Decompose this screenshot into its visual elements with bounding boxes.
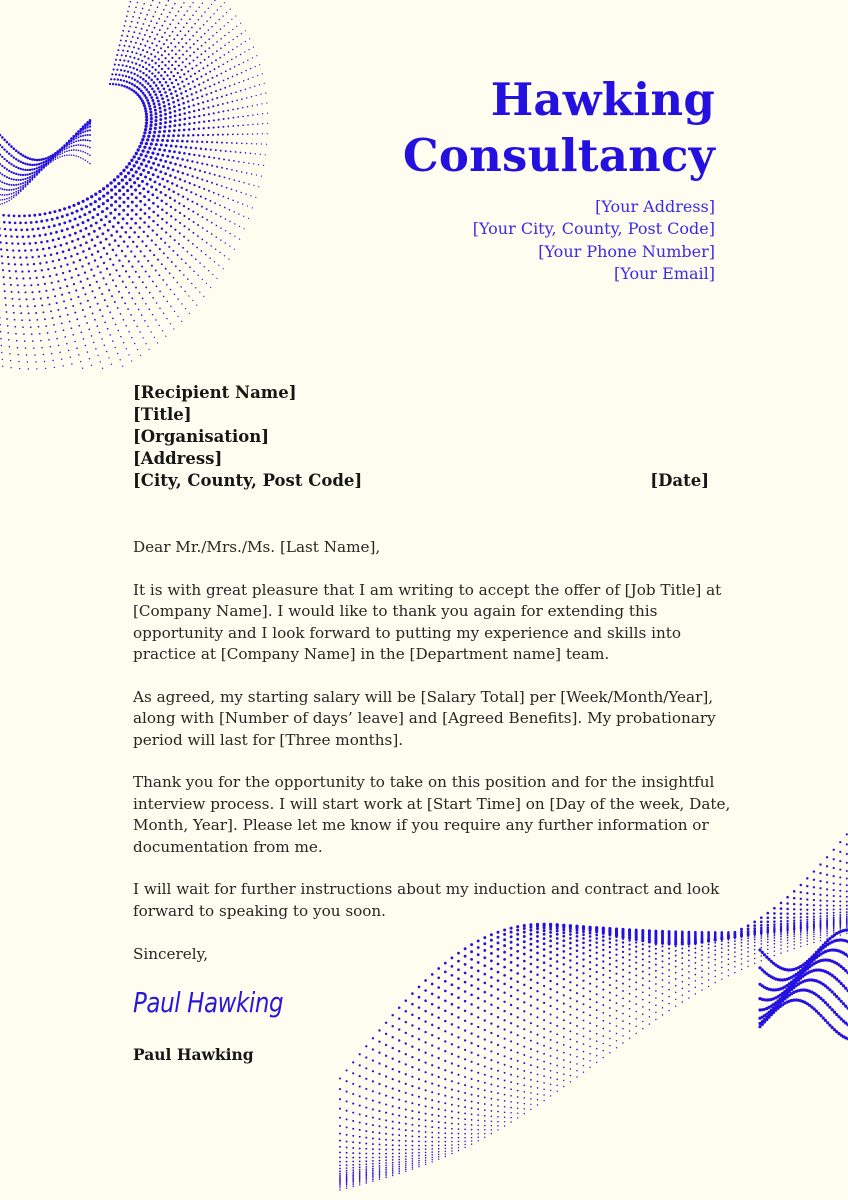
recipient-name: [Recipient Name] — [133, 383, 297, 402]
sender-address: [Your Address] — [595, 197, 715, 216]
body-paragraph-2: As agreed, my starting salary will be [Salary Total] per [Week/Month/Year], along with [Number of days’ leave] and [Agreed Benefits]. My probationary period will last for [Three months]. — [133, 687, 716, 749]
recipient-block — [133, 382, 709, 492]
recipient-address: [Address] — [133, 449, 223, 468]
signatory-name: Paul Hawking — [133, 1045, 254, 1064]
recipient-organisation: [Organisation] — [133, 427, 270, 446]
letterhead — [255, 72, 715, 285]
body-paragraph-3: Thank you for the opportunity to take on this position and for the insightful interview process. I will start work at [Start Time] on [Day of the week, Date, Month, Year]. Please let me know if you require any further information or documentation from me. — [133, 773, 731, 856]
sender-city: [Your City, County, Post Code] — [472, 219, 715, 239]
letter-date: [Date] — [650, 471, 709, 490]
recipient-title: [Title] — [133, 405, 192, 424]
closing: Sincerely, — [133, 944, 209, 963]
sender-contact-block — [255, 196, 715, 285]
handwritten-signature: Paul Hawking — [133, 986, 284, 1019]
recipient-city: [City, County, Post Code] — [133, 471, 363, 490]
salutation: Dear Mr./Mrs./Ms. [Last Name], — [133, 538, 381, 556]
company-name-line-1: Hawking — [490, 73, 715, 126]
body-paragraph-4: I will wait for further instructions about my induction and contract and look forward to speaking to you soon. — [133, 880, 720, 920]
company-name-line-2: Consultancy — [402, 129, 715, 182]
sender-email: [Your Email] — [614, 263, 715, 283]
letter-body — [133, 537, 733, 965]
body-paragraph-1: It is with great pleasure that I am writing to accept the offer of [Job Title] at [Company Name]. I would like to thank you again for extending this opportunity and I look forward to putting my experience and skills into practice at [Company Name] in the [Department name] team. — [133, 580, 722, 664]
sender-phone: [Your Phone Number] — [538, 241, 715, 261]
